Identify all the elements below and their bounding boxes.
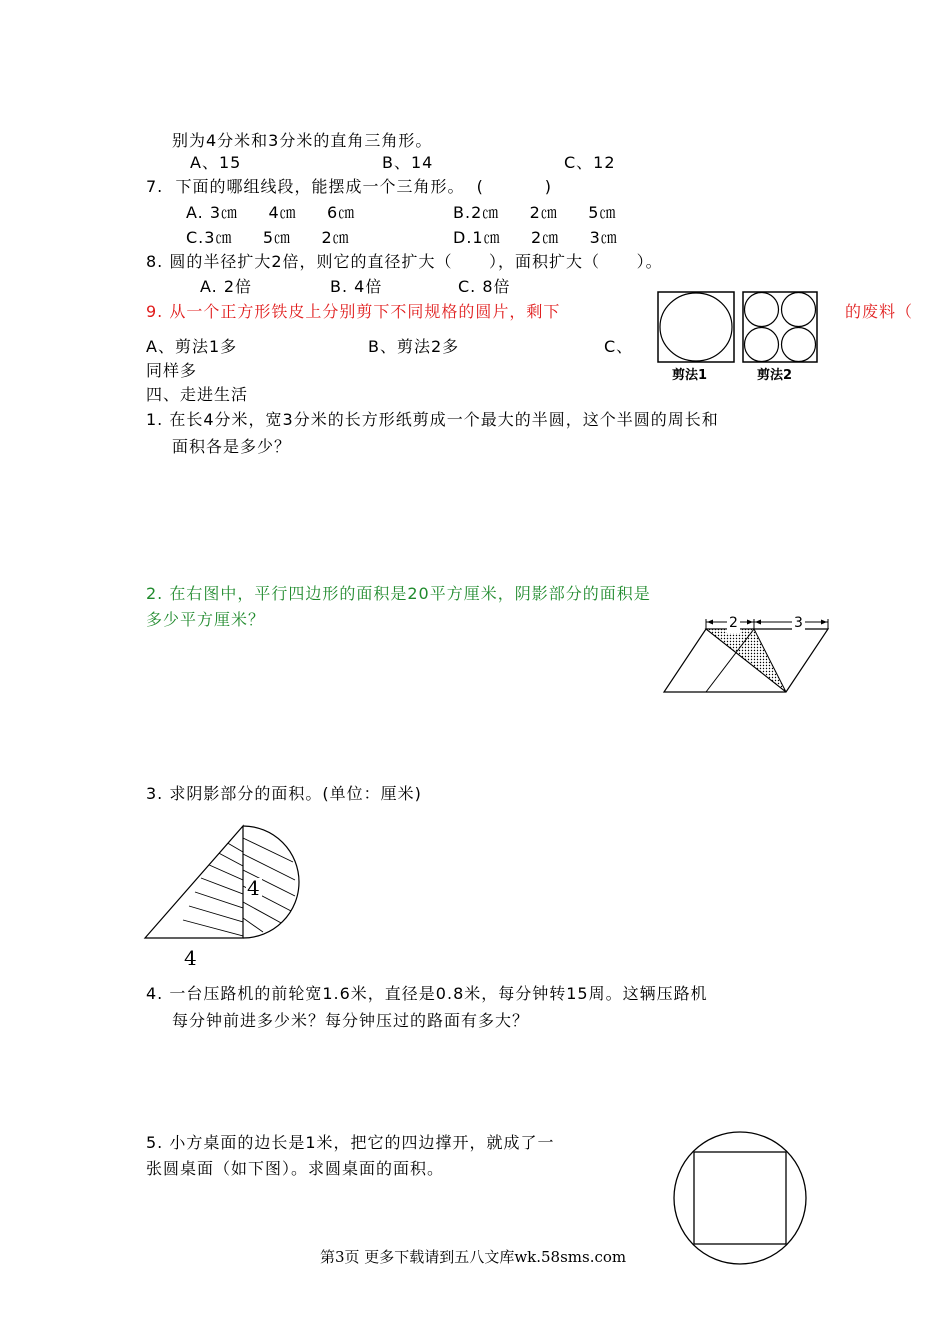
q8-option-b: B. 4倍 (330, 277, 383, 296)
q8-option-a: A. 2倍 (200, 277, 253, 296)
question-7: 7. 下面的哪组线段，能摆成一个三角形。 ( ) (146, 177, 552, 196)
triangle-semicircle-figure (143, 824, 299, 942)
section-4-heading: 四、走进生活 (146, 385, 249, 404)
problem-5-line-2: 张圆桌面（如下图）。求圆桌面的面积。 (146, 1159, 445, 1178)
figure-3-base-label: 4 (184, 946, 198, 970)
problem-2-line-1: 2. 在右图中，平行四边形的面积是20平方厘米，阴影部分的面积是 (146, 584, 651, 603)
q6-option-b: B、14 (382, 153, 434, 172)
parallelogram-label-left: 2 (729, 615, 738, 631)
parallelogram-figure (660, 616, 832, 694)
q9-option-c-text: 同样多 (146, 361, 198, 380)
q9-option-a: A、剪法1多 (146, 337, 238, 356)
page-footer: 第3页 更多下载请到五八文库wk.58sms.com (320, 1248, 627, 1266)
problem-1-line-1: 1. 在长4分米，宽3分米的长方形纸剪成一个最大的半圆，这个半圆的周长和 (146, 410, 719, 429)
figure-3-height-label: 4 (247, 876, 261, 900)
line-q6-continued: 别为4分米和3分米的直角三角形。 (172, 131, 433, 150)
cut-method-1-figure (657, 291, 735, 363)
q6-option-a: A、15 (190, 153, 242, 172)
q6-option-c: C、12 (564, 153, 616, 172)
cut-method-1-label: 剪法1 (672, 368, 708, 383)
q7-option-b: B.2㎝ 2㎝ 5㎝ (453, 203, 617, 222)
problem-2-line-2: 多少平方厘米？ (146, 610, 266, 629)
problem-3: 3. 求阴影部分的面积。(单位：厘米) (146, 784, 422, 803)
question-9-end: 的废料（ (845, 302, 914, 321)
problem-5-line-1: 5. 小方桌面的边长是1米，把它的四边撑开，就成了一 (146, 1133, 555, 1152)
problem-1-line-2: 面积各是多少？ (172, 437, 292, 456)
q8-option-c: C. 8倍 (458, 277, 511, 296)
q7-option-c: C.3㎝ 5㎝ 2㎝ (186, 228, 350, 247)
round-table-figure (672, 1130, 808, 1266)
q9-option-c: C、 (604, 337, 634, 356)
parallelogram-label-right: 3 (794, 615, 803, 631)
question-8: 8. 圆的半径扩大2倍，则它的直径扩大（ ），面积扩大（ ）。 (146, 252, 663, 271)
q7-option-d: D.1㎝ 2㎝ 3㎝ (453, 228, 618, 247)
problem-4-line-1: 4. 一台压路机的前轮宽1.6米，直径是0.8米，每分钟转15周。这辆压路机 (146, 984, 708, 1003)
q7-option-a: A. 3㎝ 4㎝ 6㎝ (186, 203, 356, 222)
question-9: 9. 从一个正方形铁皮上分别剪下不同规格的圆片，剩下 (146, 302, 561, 321)
cut-method-2-figure (742, 291, 818, 363)
q9-option-b: B、剪法2多 (368, 337, 460, 356)
cut-method-2-label: 剪法2 (757, 368, 793, 383)
problem-4-line-2: 每分钟前进多少米？每分钟压过的路面有多大？ (172, 1011, 530, 1030)
